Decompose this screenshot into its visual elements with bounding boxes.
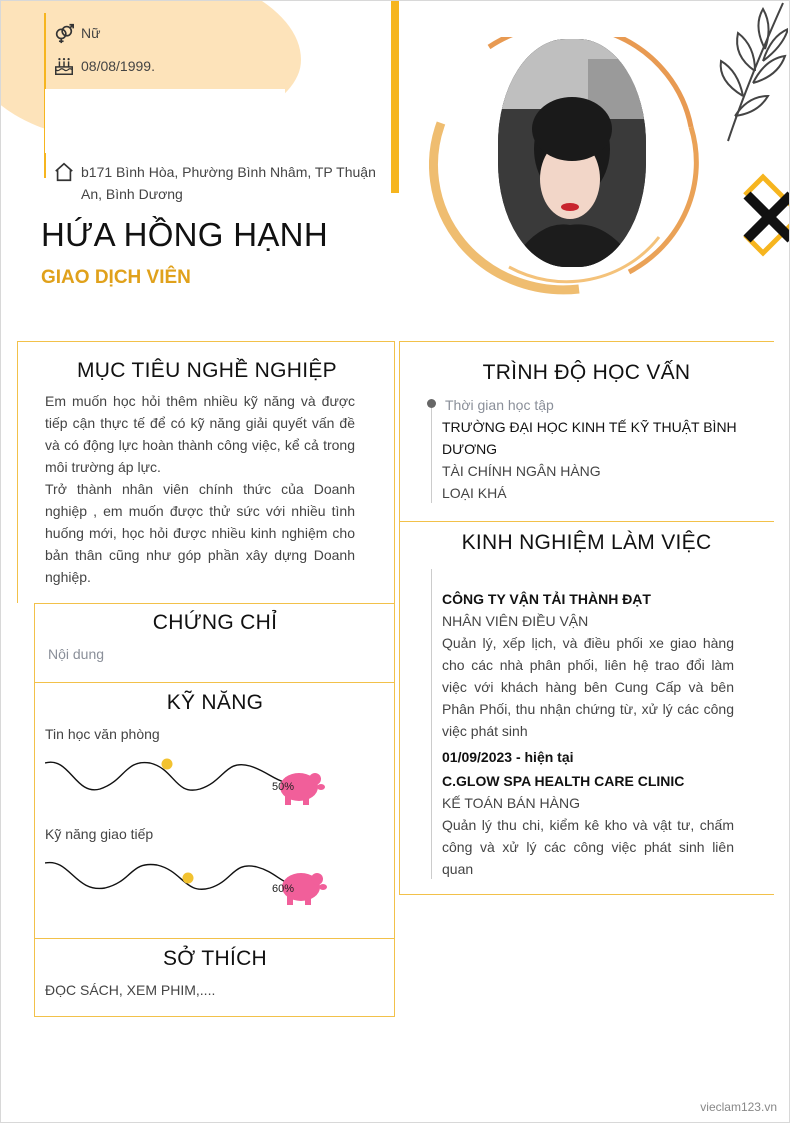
certificates-title: CHỨNG CHỈ [152, 611, 278, 634]
skills-section [36, 691, 394, 715]
plant-decoration [713, 1, 788, 146]
education-details [442, 416, 742, 504]
job-company: CÔNG TY VẬN TẢI THÀNH ĐẠT [442, 591, 651, 607]
hobbies-section [36, 947, 394, 971]
address-value: b171 Bình Hòa, Phường Bình Nhâm, TP Thuận An, Bình Dương [81, 164, 376, 202]
certificates-content: Nội dung [48, 646, 105, 662]
timeline-dot [427, 399, 436, 408]
cake-icon [53, 55, 75, 77]
education-period: Thời gian học tập [445, 397, 554, 413]
hobbies-title: SỞ THÍCH [162, 947, 268, 970]
objective-section [21, 359, 393, 383]
job-role: KẾ TOÁN BÁN HÀNG [442, 795, 580, 811]
avatar-photo [498, 39, 646, 267]
address-row [53, 161, 383, 205]
skill-percent: 60% [272, 883, 295, 895]
experience-title: KINH NGHIỆM LÀM VIỆC [461, 531, 712, 554]
coin-icon [183, 873, 194, 884]
education-major: TÀI CHÍNH NGÂN HÀNG [442, 463, 601, 479]
x-mark-decoration [739, 173, 790, 258]
job-description: Quản lý, xếp lịch, và điều phối xe giao hàng cho các nhà phân phối, liên hệ trao đổi làm việc với khách hàng bên Cung Cấp và bên Phân Phối, thu nhận chứng từ, xử lý các công việc phát sinh [442, 635, 734, 739]
timeline-line [431, 408, 432, 503]
skill-name: Kỹ năng giao tiếp [45, 826, 154, 842]
hobbies-content: ĐỌC SÁCH, XEM PHIM,.... [45, 982, 216, 998]
education-title: TRÌNH ĐỘ HỌC VẤN [482, 361, 691, 384]
coin-icon [162, 759, 173, 770]
objective-title: MỤC TIÊU NGHỀ NGHIỆP [77, 359, 337, 382]
job-period [442, 566, 734, 588]
birthday-value: 08/08/1999. [81, 58, 155, 74]
objective-paragraph: Em muốn học hỏi thêm nhiều kỹ năng và được tiếp cận thực tế để có kỹ năng giải quyết vấn đề và có động lực hoàn thành công việc, kể cả trong môi trường áp lực. [45, 393, 355, 475]
experience-section [399, 531, 774, 555]
skill-name: Tin học văn phòng [45, 726, 160, 742]
timeline-line [431, 569, 432, 879]
education-grade: LOẠI KHÁ [442, 485, 507, 501]
certificates-section [36, 611, 394, 635]
job-description: Quản lý thu chi, kiểm kê kho và vật tư, chấm công và xử lý các công việc phát sinh liên quan [442, 817, 734, 877]
birthday-row [53, 55, 155, 77]
education-school: TRƯỜNG ĐẠI HỌC KINH TẾ KỸ THUẬT BÌNH DƯƠNG [442, 419, 737, 457]
gender-value: Nữ [81, 25, 101, 41]
education-section [399, 361, 774, 385]
objective-body [45, 390, 355, 588]
home-icon [53, 161, 75, 183]
job-period: 01/09/2023 - hiện tại [442, 749, 574, 765]
job-role: NHÂN VIÊN ĐIỀU VẬN [442, 613, 589, 629]
gender-icon [53, 22, 75, 44]
candidate-name: HỨA HỒNG HẠNH [41, 216, 328, 253]
skill-percent: 50% [272, 781, 295, 793]
gender-row [53, 22, 100, 44]
experience-list [442, 566, 734, 880]
footer-brand[interactable]: vieclam123.vn [700, 1100, 777, 1114]
decorative-bar [391, 1, 399, 193]
job-company: C.GLOW SPA HEALTH CARE CLINIC [442, 773, 685, 789]
candidate-position: GIAO DỊCH VIÊN [41, 267, 191, 288]
objective-paragraph: Trở thành nhân viên chính thức của Doanh nghiệp , em muốn được thử sức với nhiều tình huống mới, học hỏi được nhiều kinh nghiệm cho bản thân cũng như góp phần xây dựng Doanh nghiệp. [45, 481, 355, 585]
skills-title: KỸ NĂNG [166, 691, 264, 714]
